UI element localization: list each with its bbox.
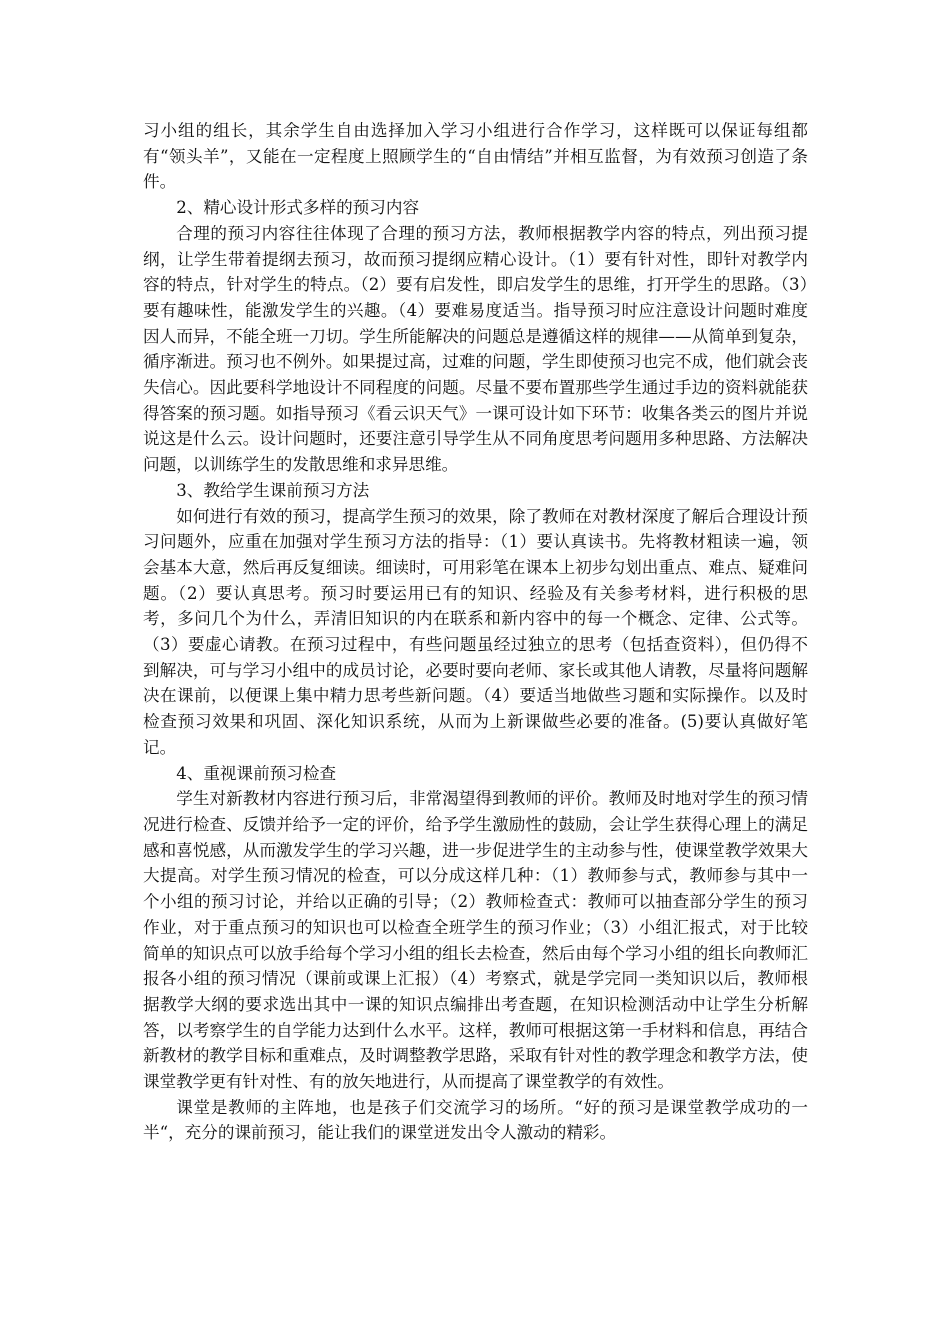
paragraph-preview-methods: 如何进行有效的预习，提高学生预习的效果，除了教师在对教材深度了解后合理设计预习问题外，应重在加强对学生预习方法的指导：（1）要认真读书。先将教材粗读一遍，领会基本大意，然后再反复细读。细读时，可用彩笔在课本上初步勾划出重点、难点、疑难问题。（2）要认真思考。预习时要运用已有的知识、经验及有关参考材料，进行积极的思考，多问几个为什么，弄清旧知识的内在联系和新内容中的每一个概念、定律、公式等。（3）要虚心请教。在预习过程中，有些问题虽经过独立的思考（包括查资料），但仍得不到解决，可与学习小组中的成员讨论，必要时要向老师、家长或其他人请教，尽量将问题解决在课前，以便课上集中精力思考些新问题。（4）要适当地做些习题和实际操作。以及时检查预习效果和巩固、深化知识系统，从而为上新课做些必要的准备。(5)要认真做好笔记。 [143, 506, 808, 757]
paragraph-continuation: 习小组的组长，其余学生自由选择加入学习小组进行合作学习，这样既可以保证每组都有“领头羊”，又能在一定程度上照顾学生的“自由情结”并相互监督，为有效预习创造了条件。 [143, 121, 808, 192]
paragraph-conclusion: 课堂是教师的主阵地，也是孩子们交流学习的场所。“好的预习是课堂教学成功的一半“，充分的课前预习，能让我们的课堂迸发出令人激动的精彩。 [143, 1097, 808, 1143]
document-page [143, 118, 808, 1146]
section-heading-2: 2、精心设计形式多样的预习内容 [176, 198, 420, 218]
paragraph-preview-check: 学生对新教材内容进行预习后，非常渴望得到教师的评价。教师及时地对学生的预习情况进行检查、反馈并给予一定的评价，给予学生激励性的鼓励，会让学生获得心理上的满足感和喜悦感，从而激发学生的学习兴趣，进一步促进学生的主动参与性，使课堂教学效果大大提高。对学生预习情况的检查，可以分成这样几种：（1）教师参与式，教师参与其中一个小组的预习讨论，并给以正确的引导；（2）教师检查式：教师可以抽查部分学生的预习作业，对于重点预习的知识也可以检查全班学生的预习作业；（3）小组汇报式，对于比较简单的知识点可以放手给每个学习小组的组长去检查，然后由每个学习小组的组长向教师汇报各小组的预习情况（课前或课上汇报）（4）考察式，就是学完同一类知识以后，教师根据教学大纲的要求选出其中一课的知识点编排出考查题，在知识检测活动中让学生分析解答，以考察学生的自学能力达到什么水平。这样，教师可根据这第一手材料和信息，再结合新教材的教学目标和重难点，及时调整教学思路，采取有针对性的教学理念和教学方法，使课堂教学更有针对性、有的放矢地进行，从而提高了课堂教学的有效性。 [143, 789, 808, 1092]
section-heading-3: 3、教给学生课前预习方法 [176, 480, 370, 500]
section-heading-4: 4、重视课前预习检查 [176, 763, 337, 783]
paragraph-preview-content: 合理的预习内容往往体现了合理的预习方法，教师根据教学内容的特点，列出预习提纲，让学生带着提纲去预习，故而预习提纲应精心设计。（1）要有针对性，即针对教学内容的特点，针对学生的特点。（2）要有启发性，即启发学生的思维，打开学生的思路。（3）要有趣味性，能激发学生的兴趣。（4）要难易度适当。指导预习时应注意设计问题时难度因人而异，不能全班一刀切。学生所能解决的问题总是遵循这样的规律——从简单到复杂，循序渐进。预习也不例外。如果提过高，过难的问题，学生即使预习也完不成，他们就会丧失信心。因此要科学地设计不同程度的问题。尽量不要布置那些学生通过手边的资料就能获得答案的预习题。如指导预习《看云识天气》一课可设计如下环节：收集各类云的图片并说说这是什么云。设计问题时，还要注意引导学生从不同角度思考问题用多种思路、方法解决问题，以训练学生的发散思维和求异思维。 [143, 223, 808, 475]
